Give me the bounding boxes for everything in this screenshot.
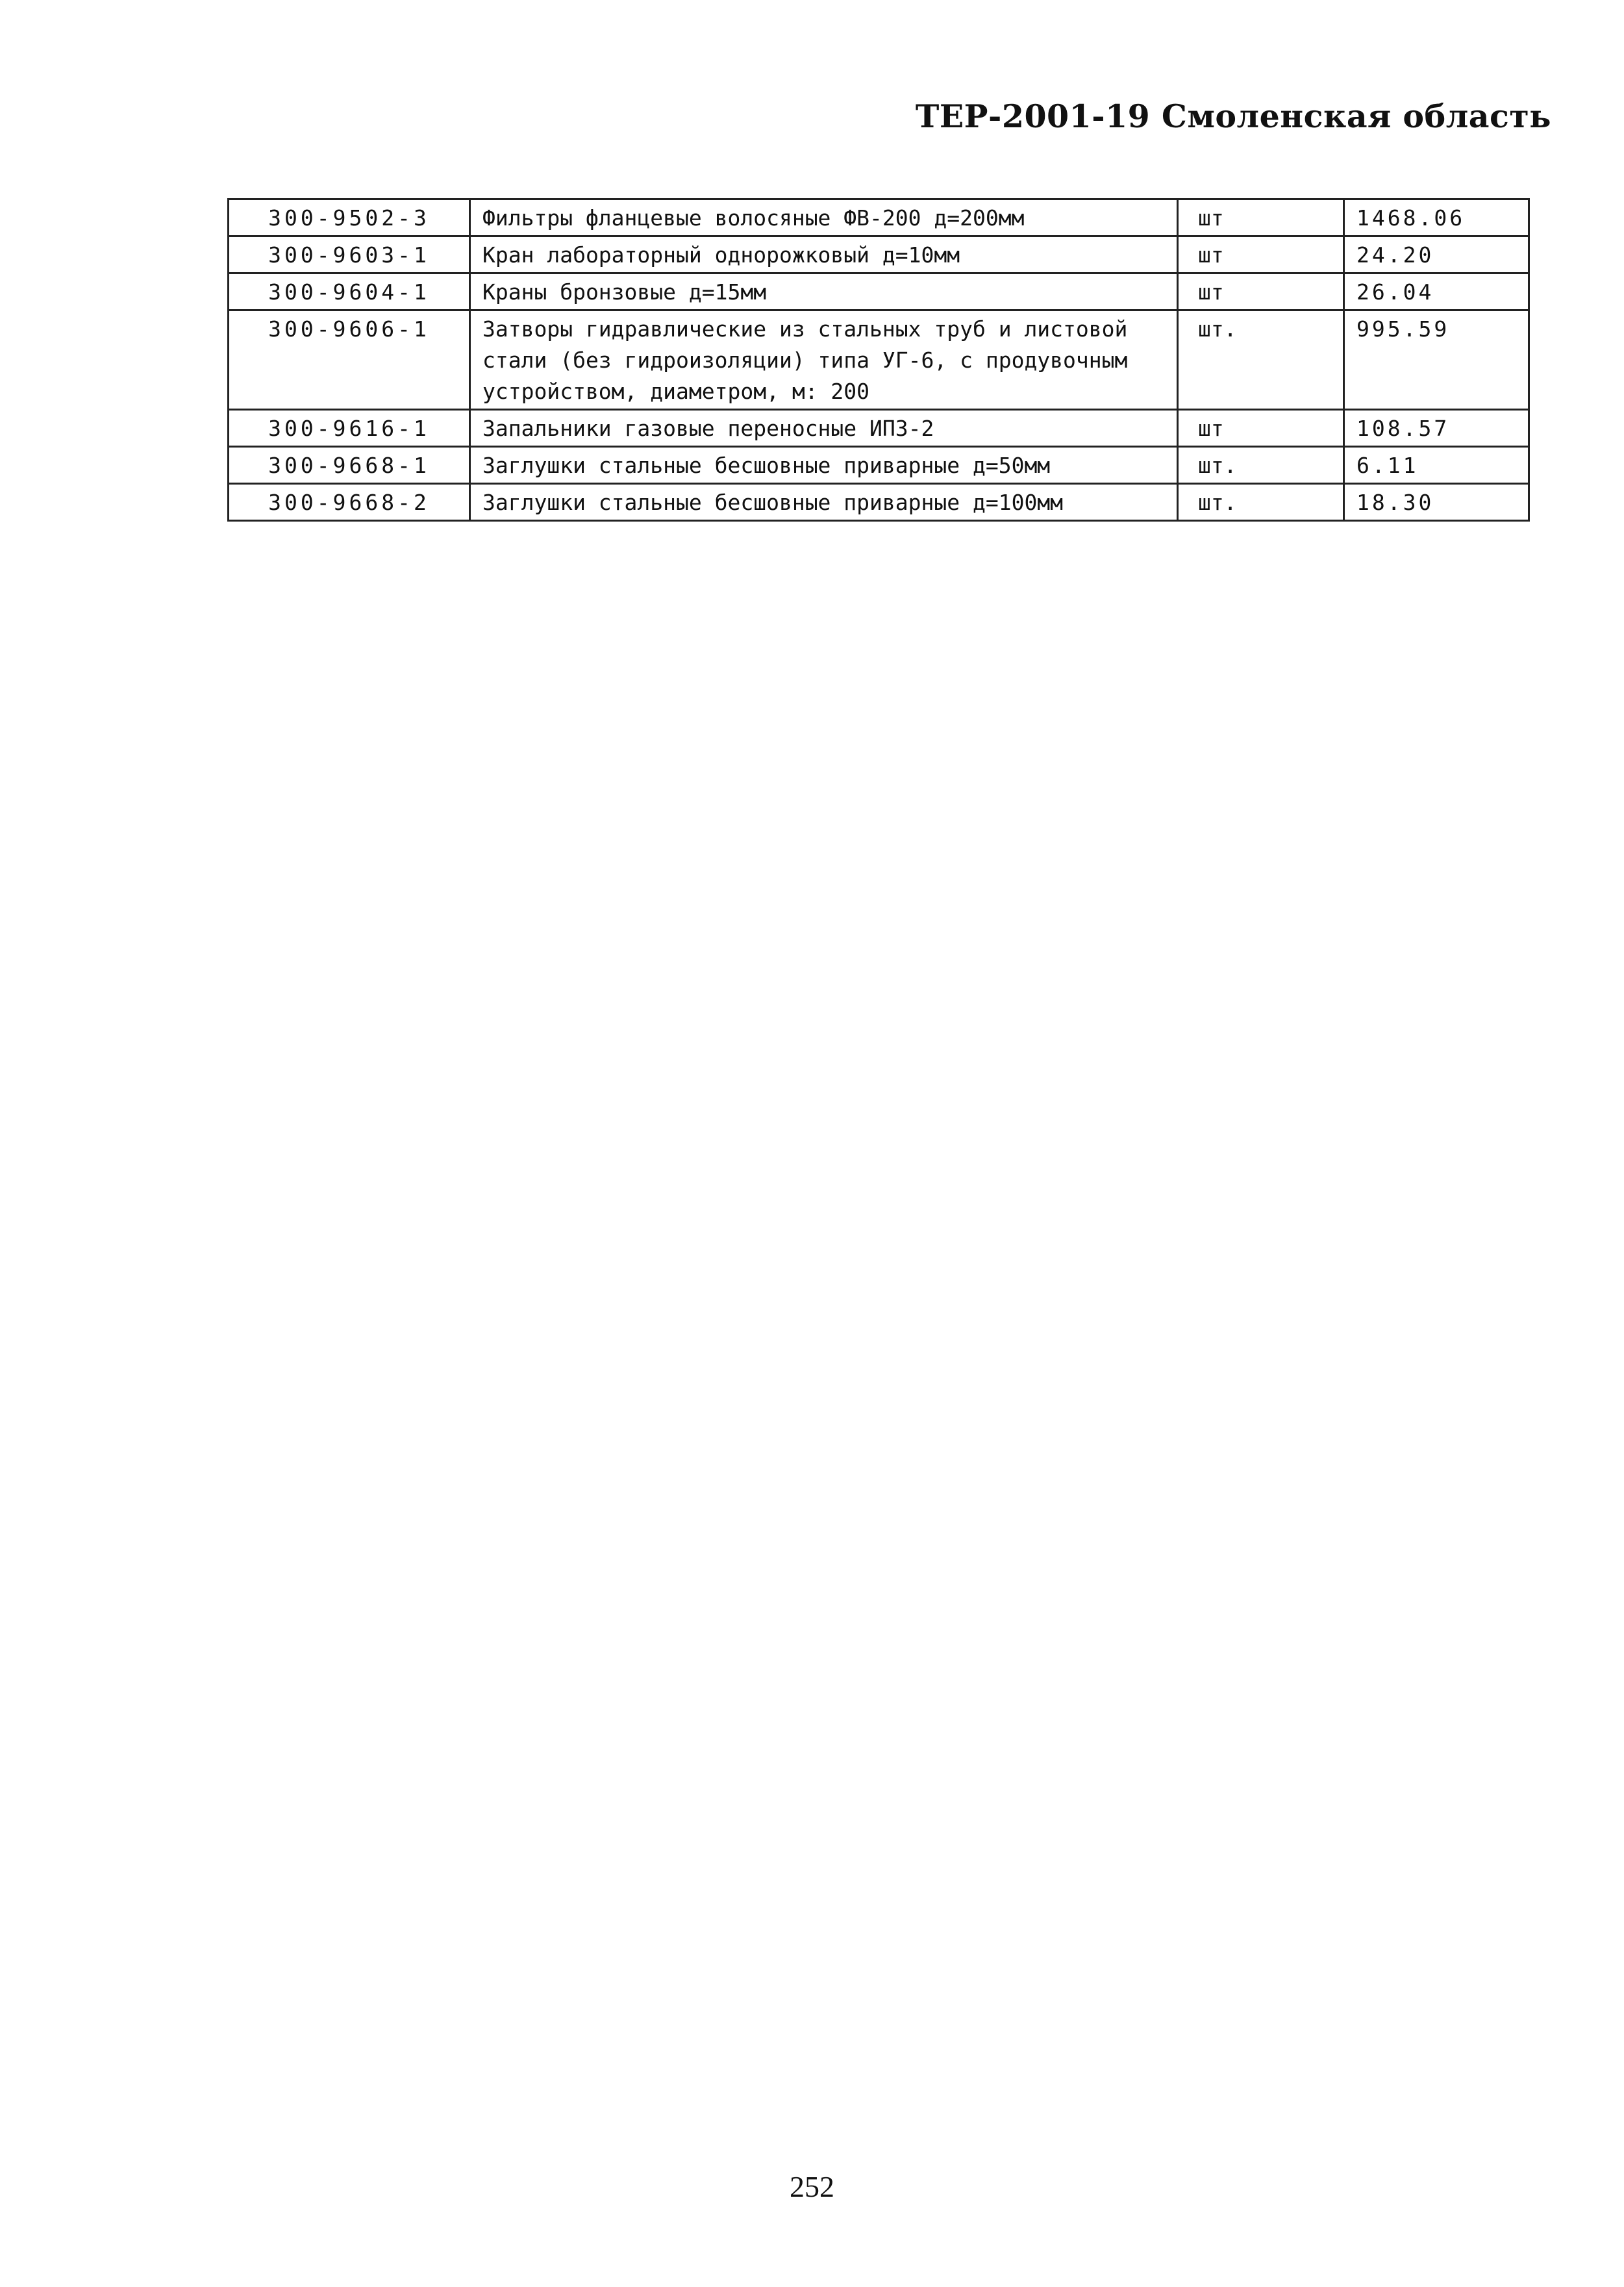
resource-unit: шт — [1178, 273, 1344, 310]
resource-code: 300-9603-1 — [229, 236, 470, 273]
resource-code: 300-9502-3 — [229, 199, 470, 236]
resource-name: Запальники газовые переносные ИПЗ-2 — [470, 410, 1178, 447]
table-row — [229, 410, 1529, 447]
resource-code: 300-9668-1 — [229, 447, 470, 484]
resource-unit: шт — [1178, 236, 1344, 273]
resource-unit: шт. — [1178, 310, 1344, 410]
price-table — [227, 198, 1530, 522]
resource-price: 108.57 — [1344, 410, 1529, 447]
resource-name: Кран лабораторный однорожковый д=10мм — [470, 236, 1178, 273]
table-row — [229, 199, 1529, 236]
resource-unit: шт — [1178, 199, 1344, 236]
table-row — [229, 310, 1529, 410]
resource-price: 6.11 — [1344, 447, 1529, 484]
resource-unit: шт. — [1178, 484, 1344, 521]
resource-price: 26.04 — [1344, 273, 1529, 310]
resource-name: Заглушки стальные бесшовные приварные д=50мм — [470, 447, 1178, 484]
resource-name: Затворы гидравлические из стальных труб и листовой стали (без гидроизоляции) типа УГ-6, с продувочным устройством, диаметром, м: 200 — [470, 310, 1178, 410]
resource-price: 1468.06 — [1344, 199, 1529, 236]
resource-unit: шт. — [1178, 447, 1344, 484]
table-row — [229, 273, 1529, 310]
resource-code: 300-9606-1 — [229, 310, 470, 410]
table-row — [229, 236, 1529, 273]
resource-name: Краны бронзовые д=15мм — [470, 273, 1178, 310]
resource-code: 300-9604-1 — [229, 273, 470, 310]
resource-name: Заглушки стальные бесшовные приварные д=100мм — [470, 484, 1178, 521]
resource-unit: шт — [1178, 410, 1344, 447]
table-row — [229, 484, 1529, 521]
page-number: 252 — [790, 2170, 834, 2203]
resource-price: 995.59 — [1344, 310, 1529, 410]
resource-name: Фильтры фланцевые волосяные ФВ-200 д=200мм — [470, 199, 1178, 236]
resource-price: 18.30 — [1344, 484, 1529, 521]
resource-code: 300-9616-1 — [229, 410, 470, 447]
resource-code: 300-9668-2 — [229, 484, 470, 521]
resource-price: 24.20 — [1344, 236, 1529, 273]
page-header-title: ТЕР-2001-19 Смоленская область — [915, 97, 1551, 135]
table-row — [229, 447, 1529, 484]
